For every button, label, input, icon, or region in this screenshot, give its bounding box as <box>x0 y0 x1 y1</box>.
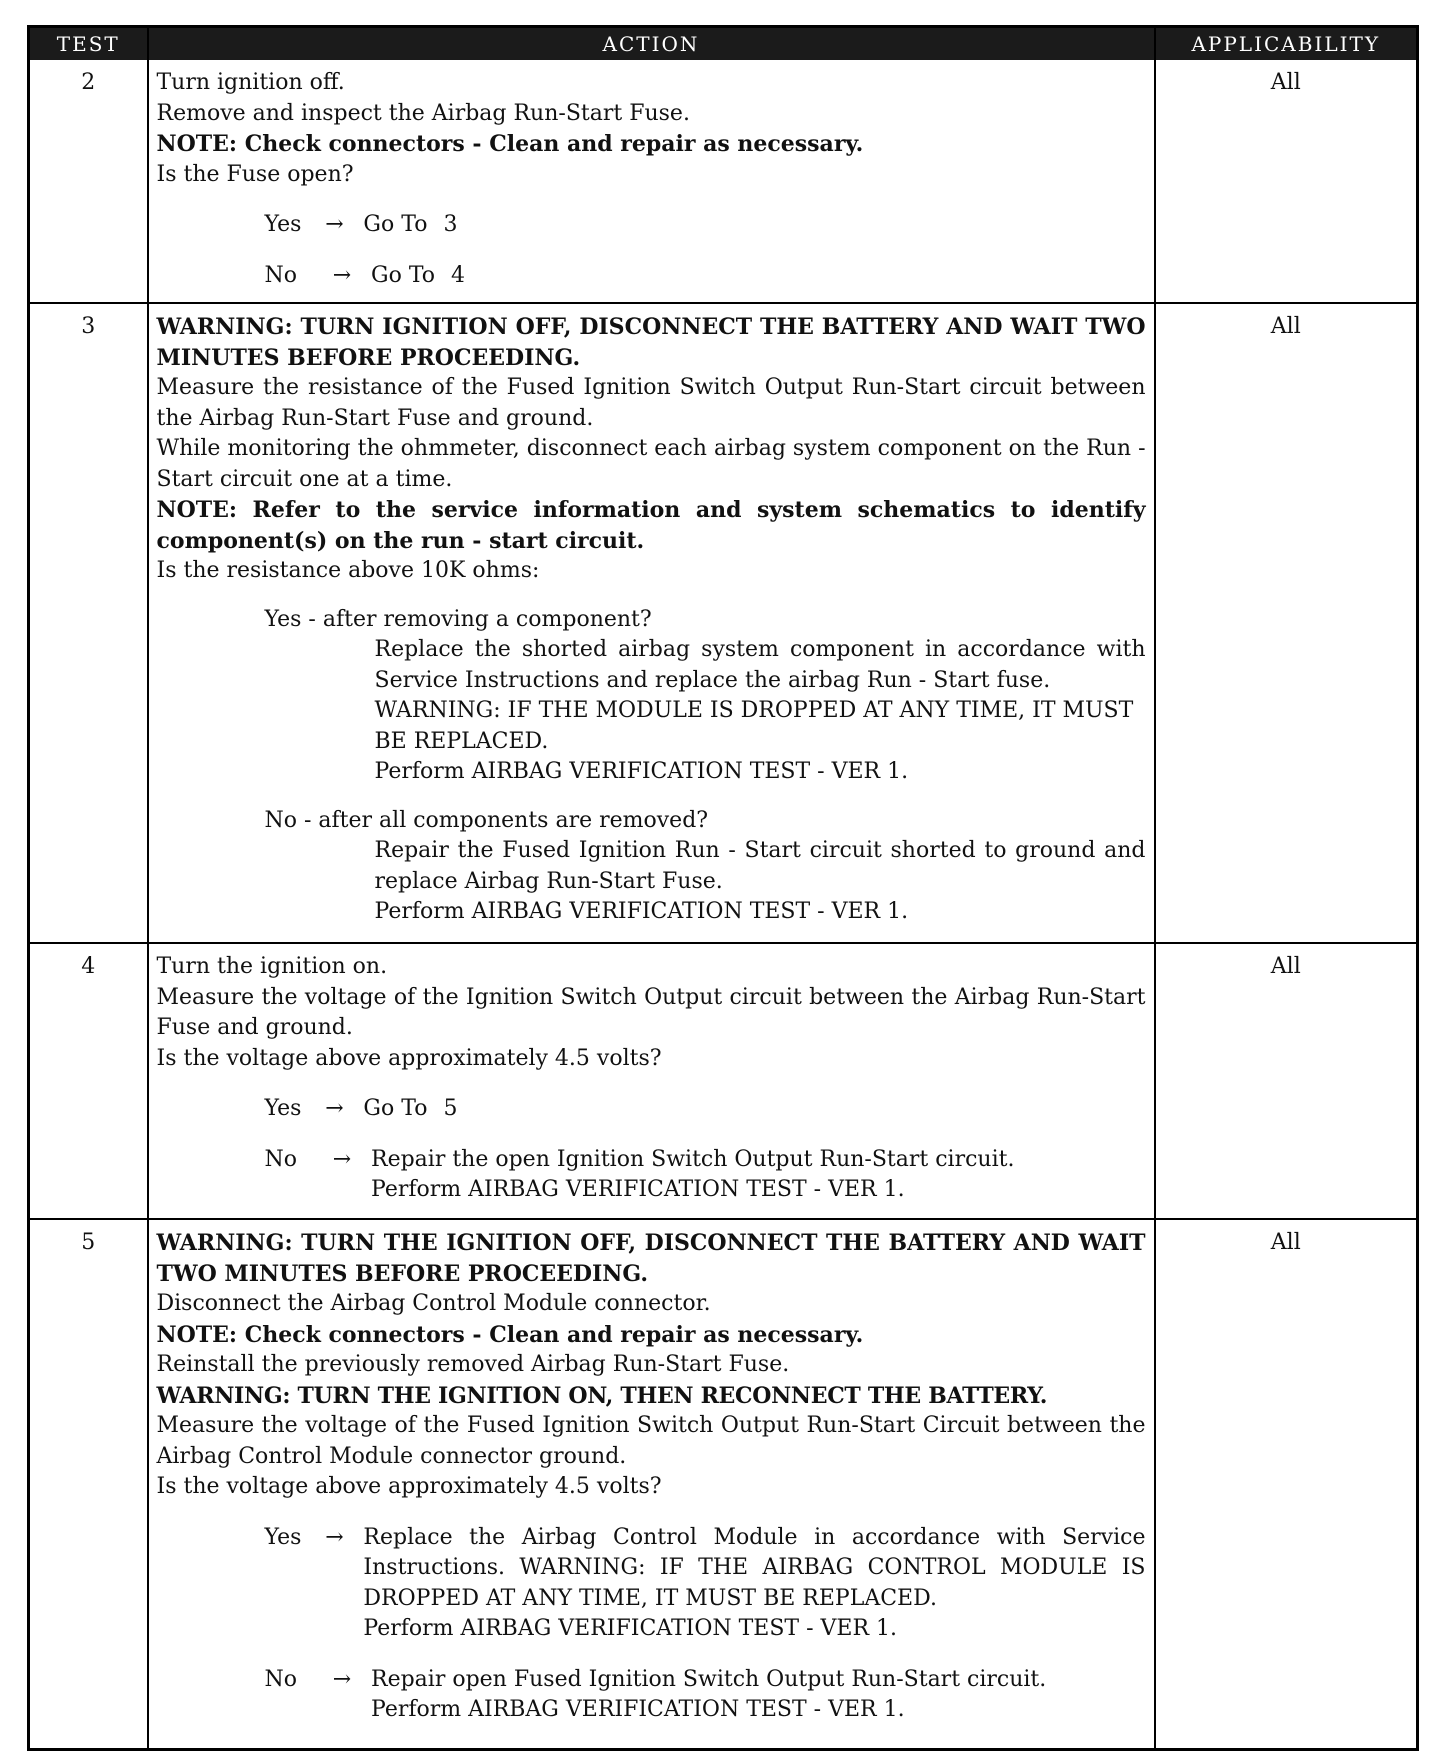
answer-yes-line: Replace the Airbag Control Module in accordance with Service Instructions. WARNING: IF THE AIRBAG CONTROL MODULE IS DROPPED AT ANY TIME, IT MUST BE REPLACED. <box>363 1524 1146 1611</box>
answer-label: No <box>264 262 297 288</box>
note-line: NOTE: Check connectors - Clean and repair as necessary. <box>156 1321 864 1348</box>
action-line: Measure the voltage of the Ignition Switch Output circuit between the Airbag Run-Start Fuse and ground. <box>156 984 1146 1040</box>
answer-no-line: Repair open Fused Ignition Switch Output Run-Start circuit. <box>371 1666 1047 1692</box>
right-arrow-icon: → <box>325 1524 344 1550</box>
answer-label: No <box>264 1666 297 1692</box>
right-arrow-icon: → <box>332 262 352 288</box>
answer-yes <box>157 1523 1146 1645</box>
answer-no-line: Repair the Fused Ignition Run - Start circuit shorted to ground and replace Airbag Run-Start Fuse. <box>374 838 1146 894</box>
goto-text: Go To <box>363 212 428 237</box>
action-line: Remove and inspect the Airbag Run-Start Fuse. <box>156 100 690 126</box>
answer-label: Yes <box>264 1096 302 1121</box>
header-test: TEST <box>29 27 148 61</box>
question-line: Is the resistance above 10K ohms: <box>156 558 540 583</box>
table-row <box>29 303 1418 943</box>
action-cell <box>148 303 1155 943</box>
action-cell <box>148 1219 1155 1749</box>
goto-text: Go To <box>363 1096 428 1121</box>
right-arrow-icon: → <box>332 1146 352 1172</box>
answer-no-label: No - after all components are removed? <box>264 807 709 833</box>
warning-line: WARNING: TURN THE IGNITION OFF, DISCONNECT THE BATTERY AND WAIT TWO MINUTES BEFORE PROCEEDING. <box>156 1230 1146 1287</box>
note-line: NOTE: Check connectors - Clean and repair as necessary. <box>156 131 864 157</box>
answer-label: Yes <box>264 1524 302 1550</box>
answer-yes-line: Replace the shorted airbag system component in accordance with Service Instructions and replace the airbag Run - Start fuse. <box>374 637 1146 693</box>
header-applicability: APPLICABILITY <box>1155 27 1418 61</box>
action-cell <box>148 943 1155 1219</box>
right-arrow-icon: → <box>325 1096 344 1121</box>
diagnostic-test-table <box>27 25 1419 1751</box>
applicability-cell: All <box>1155 60 1418 303</box>
answer-no-line: Perform AIRBAG VERIFICATION TEST - VER 1. <box>371 1697 905 1722</box>
answer-no-line: Perform AIRBAG VERIFICATION TEST - VER 1. <box>371 1177 905 1202</box>
answer-yes <box>157 210 1146 241</box>
table-row <box>29 1219 1418 1749</box>
warning-line: WARNING: TURN THE IGNITION ON, THEN RECONNECT THE BATTERY. <box>156 1382 1048 1409</box>
answer-no <box>157 261 1146 292</box>
action-line: Turn the ignition on. <box>156 954 388 979</box>
goto-text: Go To <box>371 262 436 288</box>
action-line: Disconnect the Airbag Control Module connector. <box>156 1291 711 1316</box>
question-line: Is the voltage above approximately 4.5 volts? <box>156 1045 662 1071</box>
warning-line: WARNING: TURN IGNITION OFF, DISCONNECT THE BATTERY AND WAIT TWO MINUTES BEFORE PROCEEDING. <box>156 314 1146 371</box>
answer-yes-line: Perform AIRBAG VERIFICATION TEST - VER 1. <box>363 1616 898 1641</box>
answer-yes-line: Perform AIRBAG VERIFICATION TEST - VER 1. <box>374 759 909 784</box>
test-number: 3 <box>29 303 148 943</box>
answer-no <box>157 1145 1146 1206</box>
applicability-cell: All <box>1270 1230 1301 1255</box>
applicability-cell: All <box>1155 303 1418 943</box>
table-row <box>29 60 1418 303</box>
action-line: While monitoring the ohmmeter, disconnect each airbag system component on the Run - Start circuit one at a time. <box>156 436 1146 492</box>
answer-no <box>157 1665 1146 1726</box>
answer-no-line: Perform AIRBAG VERIFICATION TEST - VER 1. <box>374 899 909 924</box>
answer-label: No <box>264 1146 297 1172</box>
action-cell <box>148 60 1155 303</box>
table-row <box>29 943 1418 1219</box>
answer-no-line: Repair the open Ignition Switch Output Run-Start circuit. <box>371 1146 1015 1172</box>
applicability-cell: All <box>1155 943 1418 1219</box>
action-line: Measure the resistance of the Fused Ignition Switch Output Run-Start circuit between the Airbag Run-Start Fuse and ground. <box>156 375 1146 431</box>
question-line: Is the Fuse open? <box>156 161 354 187</box>
goto-number: 5 <box>443 1096 458 1121</box>
right-arrow-icon: → <box>325 212 344 237</box>
header-action: ACTION <box>148 27 1155 61</box>
goto-number: 3 <box>443 212 458 237</box>
goto-number: 4 <box>451 262 466 288</box>
test-number: 4 <box>29 943 148 1219</box>
note-line: NOTE: Refer to the service information and system schematics to identify component(s) on the run - start circuit. <box>156 497 1146 554</box>
answer-label: Yes <box>264 212 302 237</box>
right-arrow-icon: → <box>332 1666 352 1692</box>
answer-yes <box>157 1094 1146 1125</box>
action-line: Turn ignition off. <box>156 70 345 95</box>
answer-yes-warning: WARNING: IF THE MODULE IS DROPPED AT ANY TIME, IT MUST BE REPLACED. <box>374 698 1134 754</box>
answer-yes-label: Yes - after removing a component? <box>264 606 652 632</box>
question-line: Is the voltage above approximately 4.5 volts? <box>156 1474 662 1499</box>
table-header-row <box>29 27 1418 61</box>
test-number: 5 <box>29 1219 148 1749</box>
test-number: 2 <box>29 60 148 303</box>
action-line: Measure the voltage of the Fused Ignition Switch Output Run-Start Circuit between the Airbag Control Module connector ground. <box>156 1413 1146 1469</box>
action-line: Reinstall the previously removed Airbag Run-Start Fuse. <box>156 1352 790 1377</box>
